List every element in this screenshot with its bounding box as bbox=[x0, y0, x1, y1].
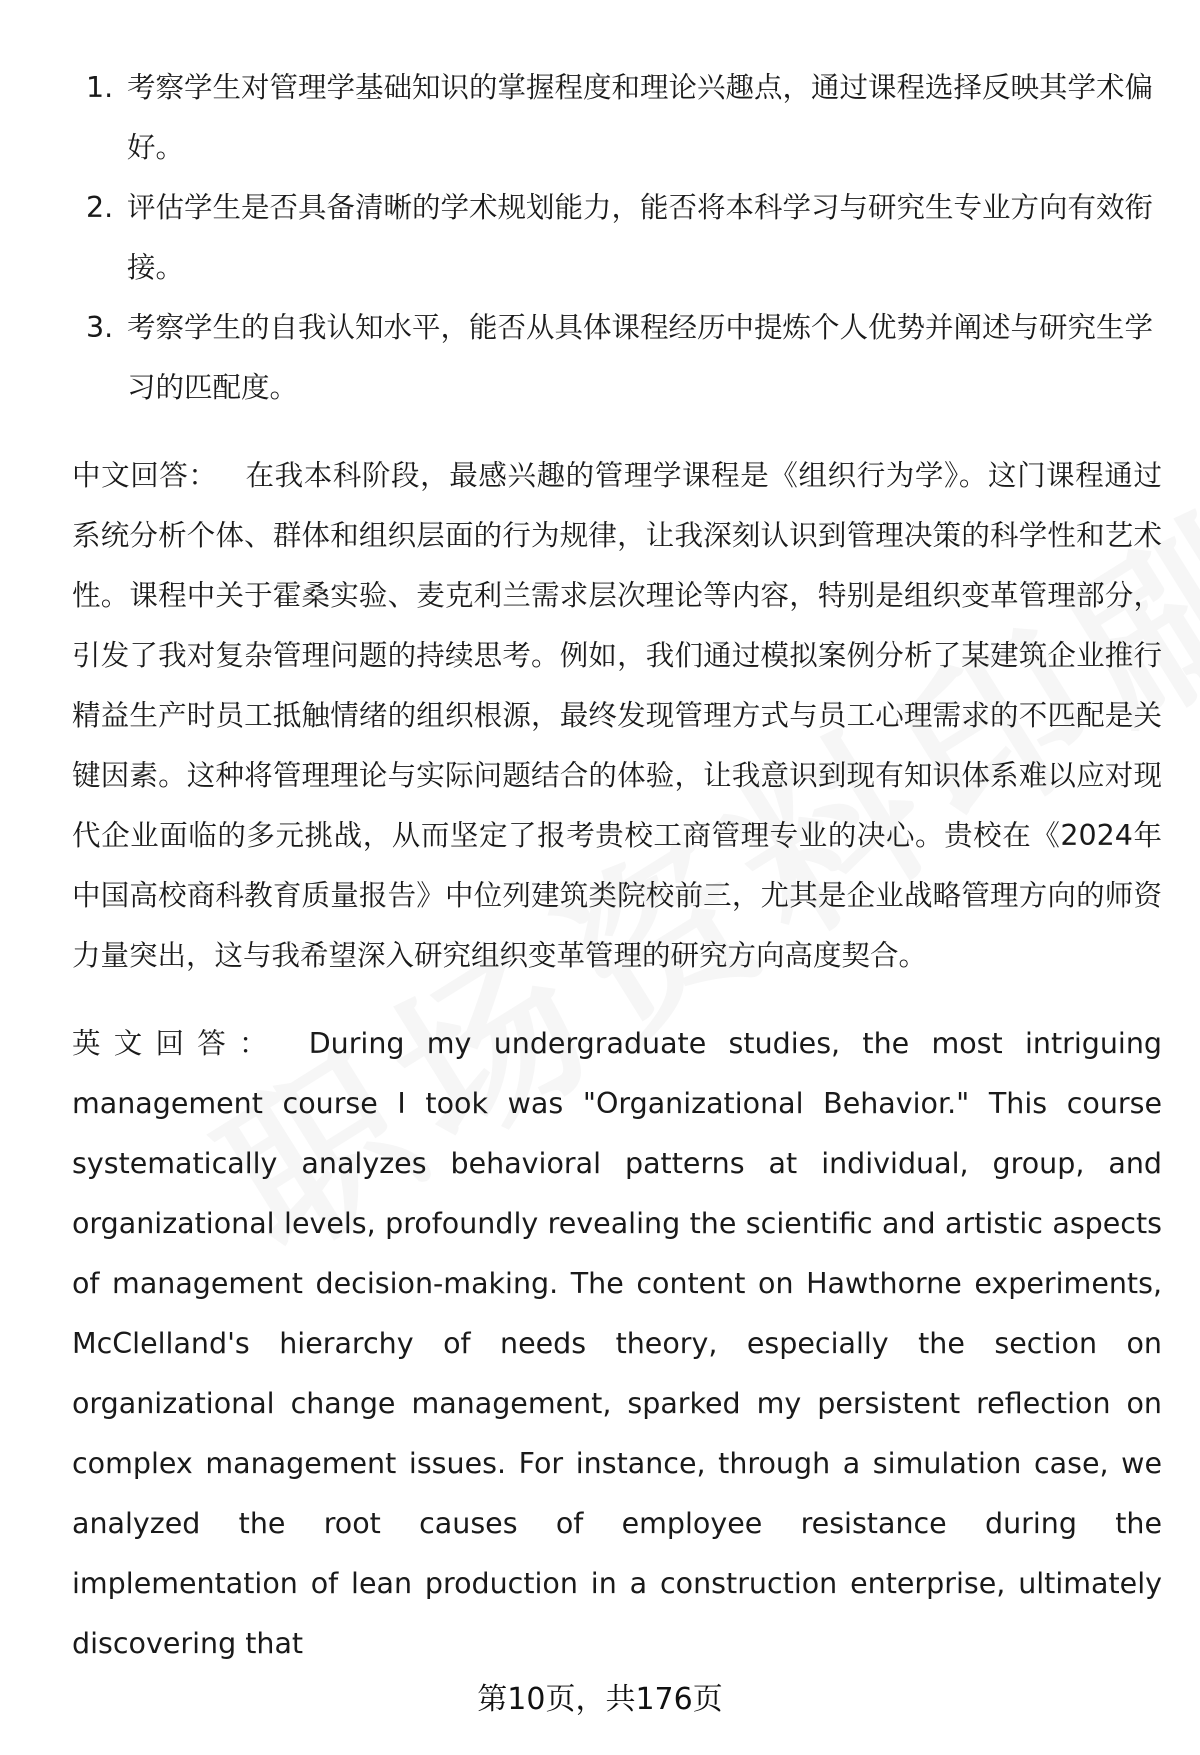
list-item bbox=[72, 298, 1162, 418]
evaluation-criteria-list bbox=[72, 58, 1162, 418]
list-item-number: 2. bbox=[86, 191, 114, 224]
english-answer-text: During my undergraduate studies, the most intriguing management course I took was "Organizational Behavior." This course systematically analyzes behavioral patterns at individual, group, and organizational levels, profoundly revealing the scientific and artistic aspects of management decision-making. The content on Hawthorne experiments, McClelland's hierarchy of needs theory, especially the section on organizational change management, sparked my persistent reflection on complex management issues. For instance, through a simulation case, we analyzed the root causes of employee resistance during the implementation of lean production in a construction enterprise, ultimately discovering that bbox=[72, 1027, 1162, 1660]
list-item-text: 考察学生的自我认知水平，能否从具体课程经历中提炼个人优势并阐述与研究生学习的匹配度。 bbox=[127, 311, 1154, 404]
list-item-number: 1. bbox=[86, 71, 114, 104]
chinese-answer-text: 在我本科阶段，最感兴趣的管理学课程是《组织行为学》。这门课程通过系统分析个体、群体和组织层面的行为规律，让我深刻认识到管理决策的科学性和艺术性。课程中关于霍桑实验、麦克利兰需求层次理论等内容，特别是组织变革管理部分，引发了我对复杂管理问题的持续思考。例如，我们通过模拟案例分析了某建筑企业推行精益生产时员工抵触情绪的组织根源，最终发现管理方式与员工心理需求的不匹配是关键因素。这种将管理理论与实际问题结合的体验，让我意识到现有知识体系难以应对现代企业面临的多元挑战，从而坚定了报考贵校工商管理专业的决心。贵校在《2024年中国高校商科教育质量报告》中位列建筑类院校前三，尤其是企业战略管理方向的师资力量突出，这与我希望深入研究组织变革管理的研究方向高度契合。 bbox=[72, 459, 1162, 972]
page-content bbox=[72, 58, 1162, 1674]
list-item-text: 评估学生是否具备清晰的学术规划能力，能否将本科学习与研究生专业方向有效衔接。 bbox=[127, 191, 1154, 284]
english-answer-label: 英文回答： bbox=[72, 1027, 281, 1060]
page-number-footer: 第10页，共176页 bbox=[477, 1682, 723, 1717]
list-item bbox=[72, 58, 1162, 178]
list-item-number: 3. bbox=[86, 311, 114, 344]
list-item-text: 考察学生对管理学基础知识的掌握程度和理论兴趣点，通过课程选择反映其学术偏好。 bbox=[127, 71, 1154, 164]
list-item bbox=[72, 178, 1162, 298]
chinese-answer-label: 中文回答： bbox=[72, 459, 218, 492]
english-answer-paragraph bbox=[72, 1014, 1162, 1674]
chinese-answer-paragraph bbox=[72, 446, 1162, 986]
